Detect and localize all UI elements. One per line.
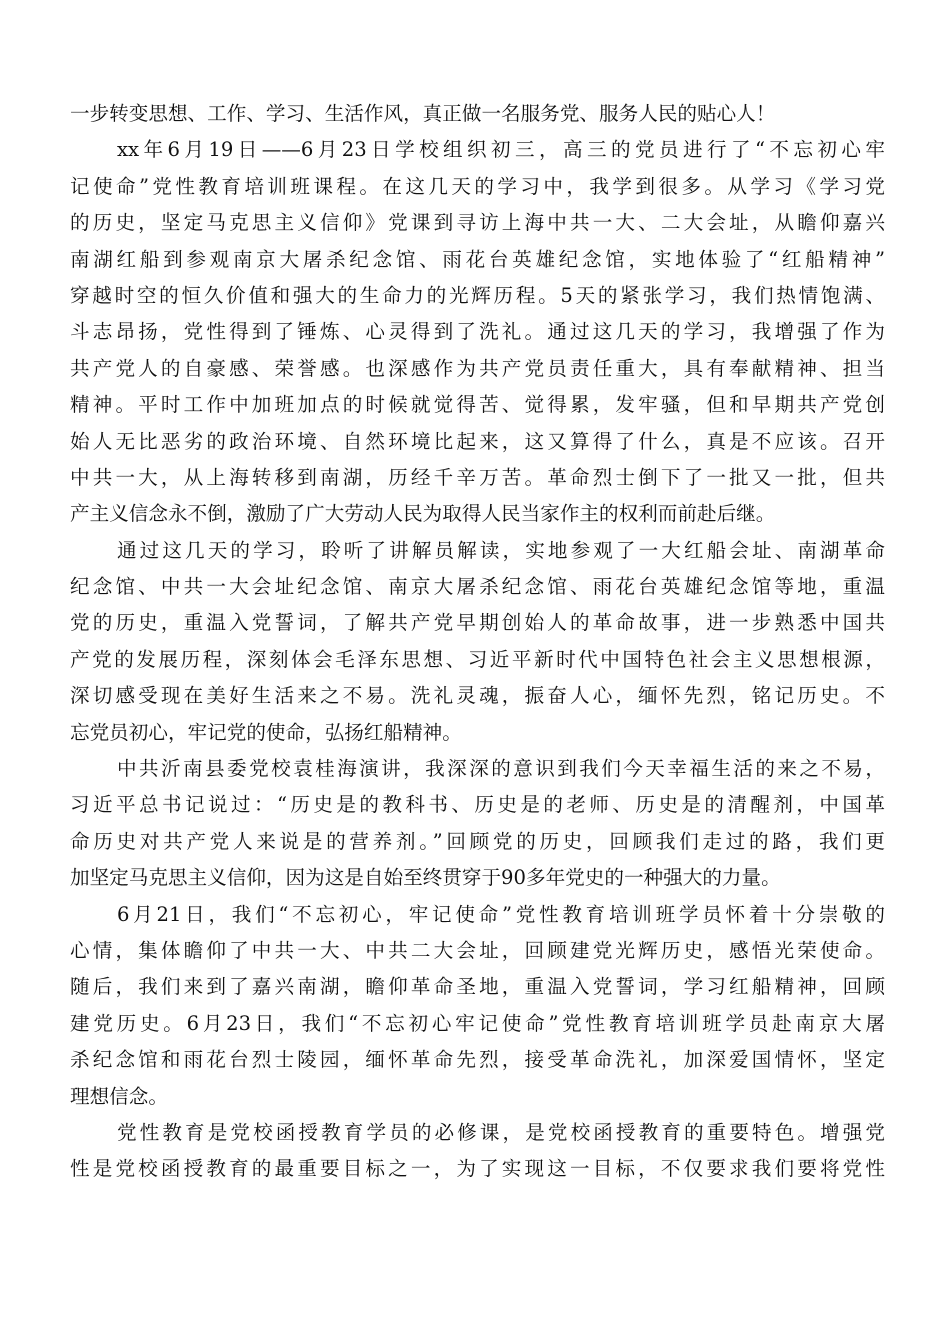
text-line: 党性教育是党校函授教育学员的必修课，是党校函授教育的重要特色。增强党 xyxy=(117,1120,885,1144)
text-line: 斗志昂扬，党性得到了锤炼、心灵得到了洗礼。通过这几天的学习，我增强了作为 xyxy=(70,320,885,344)
text-line: 建党历史。6月23日，我们“不忘初心牢记使命”党性教育培训班学员赴南京大屠 xyxy=(70,1011,885,1035)
text-line: 始人无比恶劣的政治环境、自然环境比起来，这又算得了什么，真是不应该。召开 xyxy=(70,429,885,453)
text-line: 6月21日，我们“不忘初心，牢记使命”党性教育培训班学员怀着十分崇敬的 xyxy=(117,902,885,926)
paragraph-3 xyxy=(70,533,885,751)
paragraph-2 xyxy=(70,132,885,532)
text-line: 加坚定马克思主义信仰，因为这是自始至终贯穿于90多年党史的一种强大的力量。 xyxy=(70,866,781,890)
text-line: 心情，集体瞻仰了中共一大、中共二大会址，回顾建党光辉历史，感悟光荣使命。 xyxy=(70,938,885,962)
document-body xyxy=(70,96,885,1188)
text-line: 习近平总书记说过：“历史是的教科书、历史是的老师、历史是的清醒剂，中国革 xyxy=(70,793,885,817)
text-line: 纪念馆、中共一大会址纪念馆、南京大屠杀纪念馆、雨花台英雄纪念馆等地，重温 xyxy=(70,575,885,599)
text-line: 通过这几天的学习，聆听了讲解员解读，实地参观了一大红船会址、南湖革命 xyxy=(117,538,885,562)
text-line: xx年6月19日——6月23日学校组织初三，高三的党员进行了“不忘初心牢 xyxy=(117,138,885,162)
text-line: 中共一大，从上海转移到南湖，历经千辛万苦。革命烈士倒下了一批又一批，但共 xyxy=(70,465,885,489)
text-line: 穿越时空的恒久价值和强大的生命力的光辉历程。5天的紧张学习，我们热情饱满、 xyxy=(70,283,885,307)
paragraph-5 xyxy=(70,897,885,1115)
text-line: 随后，我们来到了嘉兴南湖，瞻仰革命圣地，重温入党誓词，学习红船精神，回顾 xyxy=(70,975,885,999)
text-line: 精神。平时工作中加班加点的时候就觉得苦、觉得累，发牢骚，但和早期共产党创 xyxy=(70,393,885,417)
text-line: 忘党员初心，牢记党的使命，弘扬红船精神。 xyxy=(70,720,462,744)
text-line: 中共沂南县委党校袁桂海演讲，我深深的意识到我们今天幸福生活的来之不易， xyxy=(117,757,885,781)
text-line: 深切感受现在美好生活来之不易。洗礼灵魂，振奋人心，缅怀先烈，铭记历史。不 xyxy=(70,684,885,708)
text-line: 党的历史，重温入党誓词，了解共产党早期创始人的革命故事，进一步熟悉中国共 xyxy=(70,611,885,635)
text-line: 产主义信念永不倒，激励了广大劳动人民为取得人民当家作主的权利而前赴后继。 xyxy=(70,502,776,526)
text-line: 记使命”党性教育培训班课程。在这几天的学习中，我学到很多。从学习《学习党 xyxy=(70,174,885,198)
text-line: 南湖红船到参观南京大屠杀纪念馆、雨花台英雄纪念馆，实地体验了“红船精神” xyxy=(70,247,885,271)
paragraph-1 xyxy=(70,96,885,132)
text-line: 的历史，坚定马克思主义信仰》党课到寻访上海中共一大、二大会址，从瞻仰嘉兴 xyxy=(70,211,885,235)
text-line: 性是党校函授教育的最重要目标之一，为了实现这一目标，不仅要求我们要将党性 xyxy=(70,1157,885,1181)
paragraph-6 xyxy=(70,1115,885,1188)
text-line: 杀纪念馆和雨花台烈士陵园，缅怀革命先烈，接受革命洗礼，加深爱国情怀，坚定 xyxy=(70,1048,885,1072)
text-line: 一步转变思想、工作、学习、生活作风，真正做一名服务党、服务人民的贴心人！ xyxy=(70,102,776,125)
text-line: 共产党人的自豪感、荣誉感。也深感作为共产党员责任重大，具有奉献精神、担当 xyxy=(70,356,885,380)
text-line: 理想信念。 xyxy=(70,1084,168,1108)
paragraph-4 xyxy=(70,751,885,897)
text-line: 命历史对共产党人来说是的营养剂。”回顾党的历史，回顾我们走过的路，我们更 xyxy=(70,829,885,853)
text-line: 产党的发展历程，深刻体会毛泽东思想、习近平新时代中国特色社会主义思想根源， xyxy=(70,647,885,671)
